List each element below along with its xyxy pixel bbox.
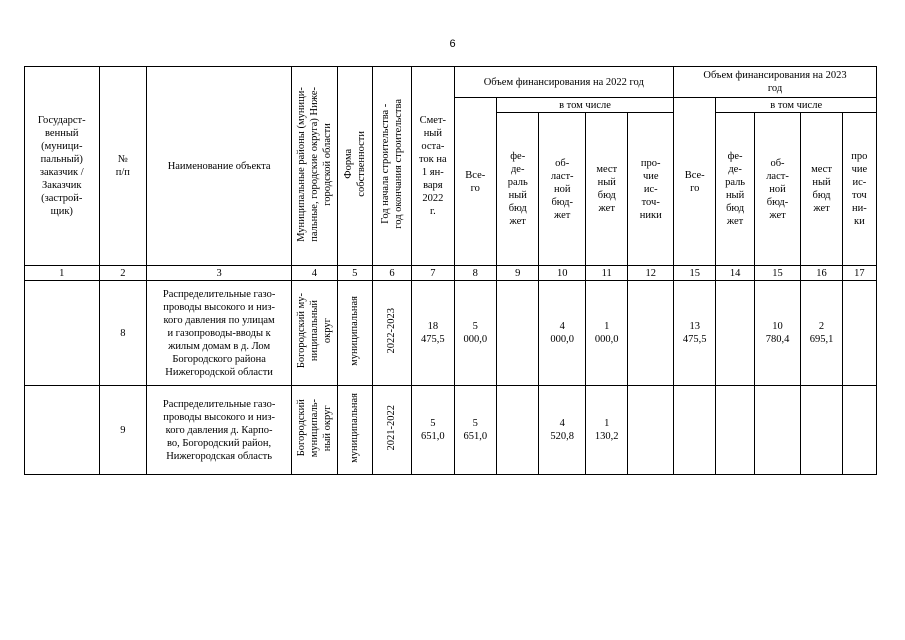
- cell-object-name: Распределительные газо- проводы высокого и низ- кого давления по улицам и газопроводы-вводы к жилым домам в д. Лом Богородского района Нижегородской области: [147, 281, 292, 386]
- header-federal-2023: фе- де- раль ный бюд жет: [716, 113, 754, 266]
- cell-federal-2023: [716, 386, 754, 475]
- cell-balance: 18 475,5: [412, 281, 454, 386]
- cell-total-2023: [674, 386, 716, 475]
- cell-regional-2022: 4 000,0: [539, 281, 586, 386]
- header-financing-2023: Объем финансирования на 2023 год: [674, 67, 877, 98]
- column-number: 15: [754, 266, 801, 281]
- header-local-2022: мест ный бюд жет: [586, 113, 628, 266]
- column-number: 3: [147, 266, 292, 281]
- cell-local-2023: 2 695,1: [801, 281, 842, 386]
- table-row: [25, 386, 877, 475]
- header-financing-2022: Объем финансирования на 2022 год: [454, 67, 673, 98]
- page-number: 6: [449, 38, 456, 50]
- cell-federal-2023: [716, 281, 754, 386]
- cell-local-2023: [801, 386, 842, 475]
- header-local-2023: мест ный бюд жет: [801, 113, 842, 266]
- cell-total-2023: 13 475,5: [674, 281, 716, 386]
- cell-regional-2022: 4 520,8: [539, 386, 586, 475]
- column-number: 15: [674, 266, 716, 281]
- cell-other-2023: [842, 281, 876, 386]
- cell-regional-2023: [754, 386, 801, 475]
- column-number: 1: [25, 266, 100, 281]
- column-number: 4: [292, 266, 338, 281]
- cell-number: 9: [99, 386, 147, 475]
- header-regional-2022: об- ласт- ной бюд- жет: [539, 113, 586, 266]
- header-district: Муниципальные районы (муници- пальные, городские округа) Ниже- городской области: [292, 67, 338, 266]
- header-other-2022: про- чие ис- точ- ники: [628, 113, 674, 266]
- header-other-2023: про чие ис- точ ни- ки: [842, 113, 876, 266]
- column-number: 10: [539, 266, 586, 281]
- column-number: 7: [412, 266, 454, 281]
- cell-customer: [25, 281, 100, 386]
- column-number: 17: [842, 266, 876, 281]
- cell-ownership: муниципальная: [337, 386, 372, 475]
- cell-district: Богородский му- ниципальный округ: [292, 281, 338, 386]
- cell-other-2022: [628, 281, 674, 386]
- header-total-2022: Все- го: [454, 98, 496, 266]
- cell-total-2022: 5 000,0: [454, 281, 496, 386]
- header-ownership: Форма собственности: [337, 67, 372, 266]
- header-customer: Государст- венный (муници- пальный) заказчик / Заказчик (застрой- щик): [25, 67, 100, 266]
- header-number: № п/п: [99, 67, 147, 266]
- header-including-2023: в том числе: [716, 98, 877, 113]
- cell-years: 2021-2022: [372, 386, 411, 475]
- header-years: Год начала строительства - год окончания строительства: [372, 67, 411, 266]
- cell-local-2022: 1 000,0: [586, 281, 628, 386]
- financing-table: [24, 66, 877, 475]
- header-total-2023: Все- го: [674, 98, 716, 266]
- header-including-2022: в том числе: [497, 98, 674, 113]
- header-row-top: [25, 67, 877, 98]
- header-object-name: Наименование объекта: [147, 67, 292, 266]
- column-number-row: [25, 266, 877, 281]
- column-number: 2: [99, 266, 147, 281]
- column-number: 9: [497, 266, 539, 281]
- cell-years: 2022-2023: [372, 281, 411, 386]
- header-federal-2022: фе- де- раль ный бюд жет: [497, 113, 539, 266]
- cell-object-name: Распределительные газо- проводы высокого и низ- кого давления д. Карпо- во, Богородский район, Нижегородская область: [147, 386, 292, 475]
- cell-ownership: муниципальная: [337, 281, 372, 386]
- cell-total-2022: 5 651,0: [454, 386, 496, 475]
- column-number: 16: [801, 266, 842, 281]
- table-row: [25, 281, 877, 386]
- column-number: 5: [337, 266, 372, 281]
- header-balance: Смет- ный оста- ток на 1 ян- варя 2022 г.: [412, 67, 454, 266]
- cell-local-2022: 1 130,2: [586, 386, 628, 475]
- cell-customer: [25, 386, 100, 475]
- cell-federal-2022: [497, 281, 539, 386]
- column-number: 14: [716, 266, 754, 281]
- cell-federal-2022: [497, 386, 539, 475]
- cell-regional-2023: 10 780,4: [754, 281, 801, 386]
- column-number: 6: [372, 266, 411, 281]
- cell-other-2023: [842, 386, 876, 475]
- cell-other-2022: [628, 386, 674, 475]
- header-regional-2023: об- ласт- ной бюд- жет: [754, 113, 801, 266]
- column-number: 12: [628, 266, 674, 281]
- cell-balance: 5 651,0: [412, 386, 454, 475]
- cell-district: Богородский муниципаль- ный округ: [292, 386, 338, 475]
- column-number: 8: [454, 266, 496, 281]
- cell-number: 8: [99, 281, 147, 386]
- column-number: 11: [586, 266, 628, 281]
